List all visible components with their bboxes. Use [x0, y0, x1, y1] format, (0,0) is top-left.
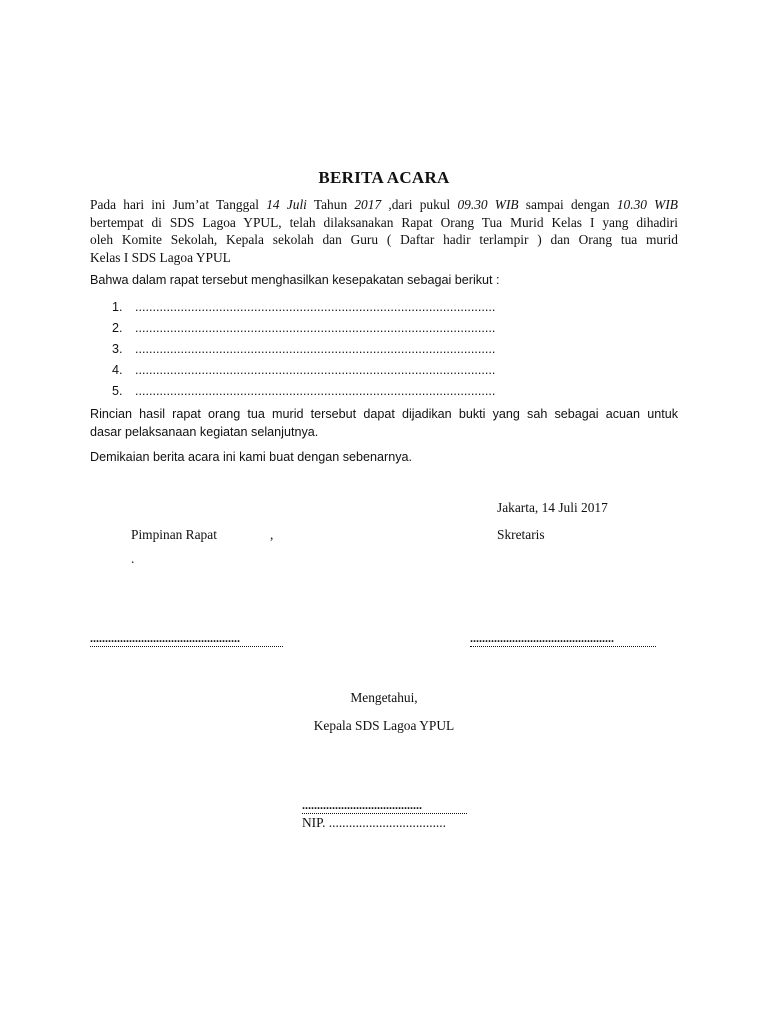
approval-label: Mengetahui,: [350, 690, 418, 705]
right-signer-role: Skretaris: [497, 527, 545, 542]
intro-line-4: Kelas I SDS Lagoa YPUL: [90, 249, 231, 265]
intro-line-2: bertempat di SDS Lagoa YPUL, telah dilaksanakan Rapat Orang Tua Murid Kelas I yang dihadiri: [90, 214, 678, 230]
list-number: 1.: [112, 300, 123, 314]
principal-signature-line: ........................................: [302, 798, 422, 812]
list-dots: .......................................................................................................: [135, 384, 496, 398]
place-date: Jakarta, 14 Juli 2017: [497, 500, 608, 515]
agreement-intro: Bahwa dalam rapat tersebut menghasilkan kesepakatan sebagai berikut :: [90, 273, 500, 287]
end-time: 10.30 WIB: [616, 197, 678, 212]
closing-statement: Demikaian berita acara ini kami buat dengan sebenarnya.: [90, 450, 413, 464]
list-dots: .......................................................................................................: [135, 342, 496, 356]
intro-paragraph: [90, 196, 678, 266]
list-item: [112, 363, 495, 377]
meeting-date: 14 Juli: [266, 197, 307, 212]
document-title: BERITA ACARA: [318, 168, 450, 187]
details-line-1: Rincian hasil rapat orang tua murid tersebut dapat dijadikan bukti yang sah sebagai acuan untuk: [90, 407, 678, 421]
intro-text-c: ,dari pukul: [381, 197, 458, 212]
intro-line-3: oleh Komite Sekolah, Kepala sekolah dan Guru ( Daftar hadir terlampir ) dan Orang tua murid: [90, 232, 678, 247]
list-number: 2.: [112, 321, 123, 335]
list-number: 3.: [112, 342, 123, 356]
details-paragraph: [90, 405, 678, 441]
intro-text-b: Tahun: [306, 197, 355, 212]
principal-signature-underline: [302, 813, 467, 814]
principal-nip: NIP. ...................................: [302, 815, 446, 830]
right-signature-underline: [470, 646, 656, 647]
list-number: 5.: [112, 384, 123, 398]
intro-text-a: Pada hari ini Jum’at Tanggal: [90, 197, 267, 212]
list-dots: .......................................................................................................: [135, 321, 496, 335]
list-item: [112, 342, 495, 356]
left-signer-dot: .: [131, 551, 135, 566]
intro-text-d: sampai dengan: [518, 197, 617, 212]
meeting-year: 2017: [354, 197, 382, 212]
left-signer-comma: ,: [270, 527, 274, 542]
details-line-2: dasar pelaksanaan kegiatan selanjutnya.: [90, 425, 319, 439]
left-signature-line: ..................................................: [90, 631, 240, 645]
list-dots: .......................................................................................................: [135, 300, 496, 314]
left-signature-underline: [90, 646, 283, 647]
intro-line-1: [90, 196, 678, 214]
list-item: [112, 300, 495, 314]
list-item: [112, 321, 495, 335]
right-signature-line: ................................................: [470, 631, 614, 645]
left-signer-role: Pimpinan Rapat: [131, 527, 217, 542]
list-item: [112, 384, 495, 398]
start-time: 09.30 WIB: [457, 197, 519, 212]
principal-role: Kepala SDS Lagoa YPUL: [313, 718, 455, 733]
list-dots: .......................................................................................................: [135, 363, 496, 377]
list-number: 4.: [112, 363, 123, 377]
